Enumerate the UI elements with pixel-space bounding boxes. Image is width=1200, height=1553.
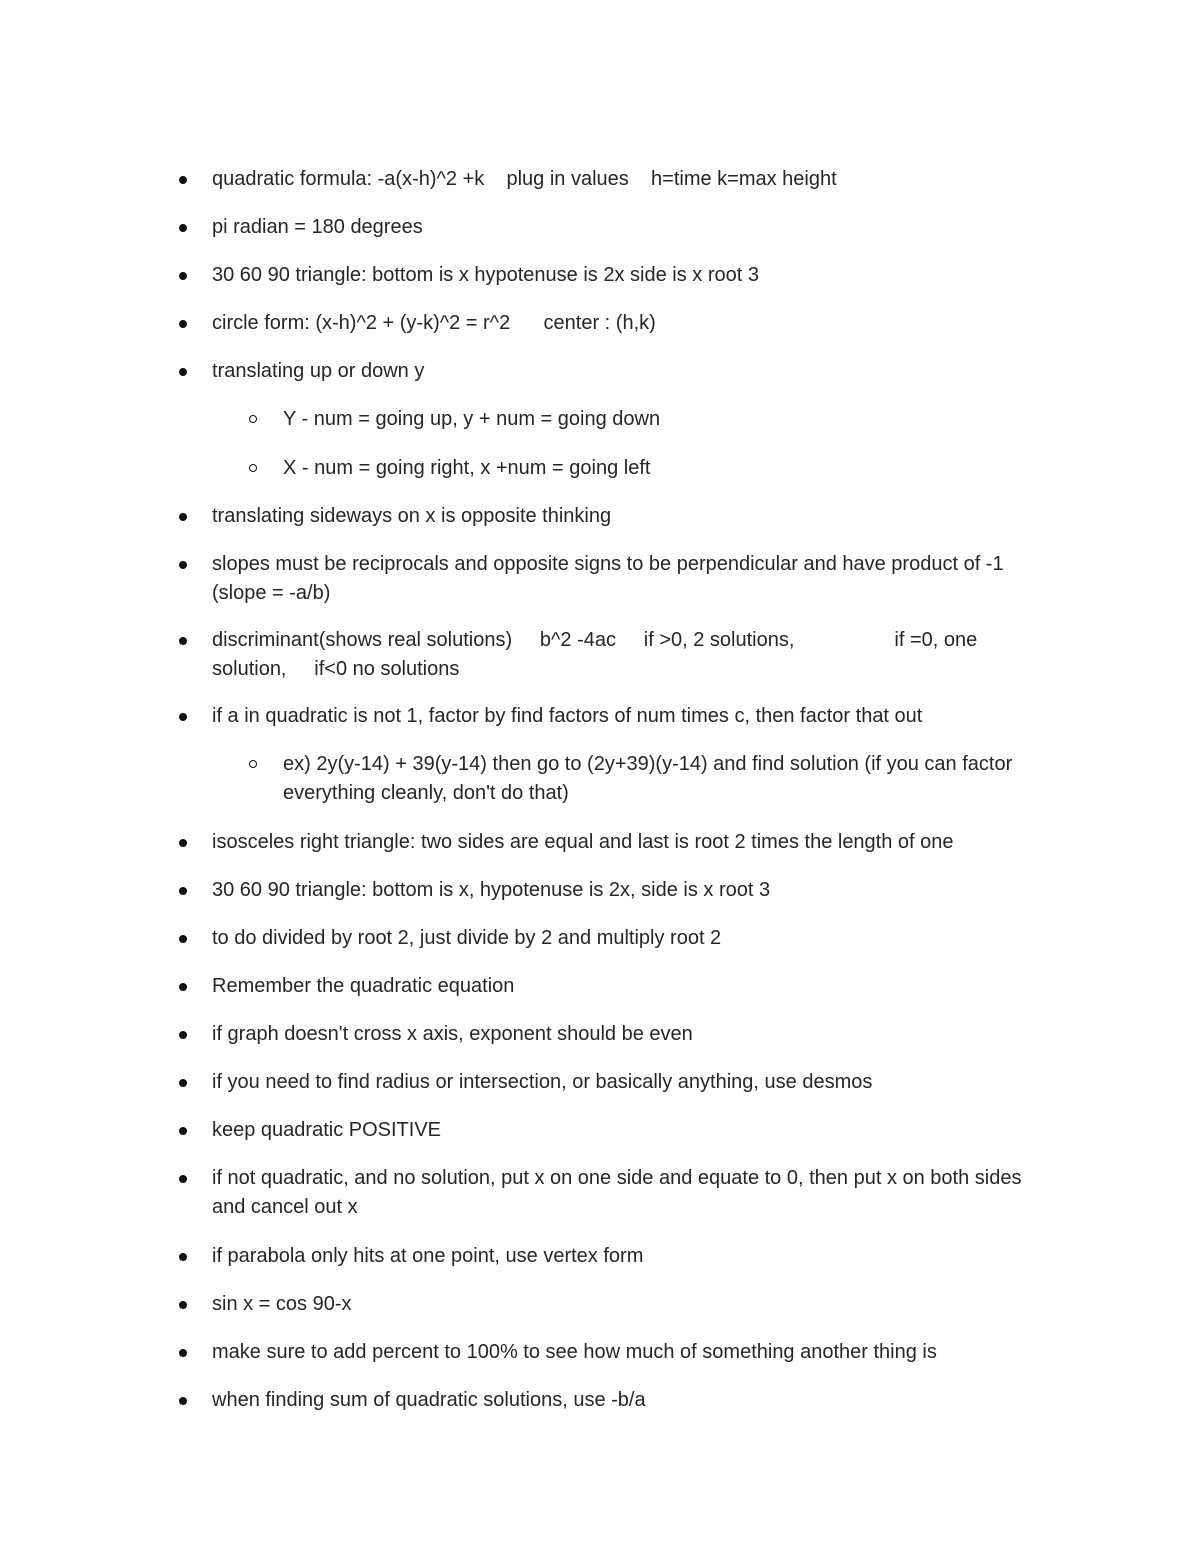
list-item (212, 924, 1044, 953)
bullet-icon (179, 1301, 187, 1309)
bullet-icon (179, 272, 187, 280)
list-item (212, 828, 1044, 857)
list-item-text: if graph doesn't cross x axis, exponent should be even (212, 1023, 693, 1045)
list-item-text: X - num = going right, x +num = going left (283, 457, 651, 479)
list-item (212, 1020, 1044, 1049)
bullet-icon (179, 1253, 187, 1261)
list-item (212, 1338, 1044, 1367)
bullet-icon (179, 561, 187, 569)
list-item (212, 876, 1044, 905)
list-item-text: to do divided by root 2, just divide by 2 and multiply root 2 (212, 927, 722, 949)
bullet-icon (179, 983, 187, 991)
list-item-text: ex) 2y(y-14) + 39(y-14) then go to (2y+39)(y-14) and find solution (if you can factor everything cleanly, don't do that) (283, 753, 1018, 804)
list-item-text: translating up or down y (212, 360, 425, 382)
list-item (212, 550, 1044, 608)
bullet-icon (179, 1349, 187, 1357)
list-item-text: if you need to find radius or intersection, or basically anything, use desmos (212, 1071, 873, 1093)
list-item (212, 261, 1044, 290)
list-item (212, 1290, 1044, 1319)
list-item-text: translating sideways on x is opposite thinking (212, 505, 612, 527)
list-item (212, 1116, 1044, 1145)
list-item (212, 1068, 1044, 1097)
list-item-text: when finding sum of quadratic solutions, use -b/a (212, 1389, 646, 1411)
bullet-icon (179, 224, 187, 232)
hollow-bullet-icon (249, 464, 257, 472)
list-item-text: if parabola only hits at one point, use vertex form (212, 1245, 644, 1267)
bullet-icon (179, 320, 187, 328)
bullet-icon (179, 839, 187, 847)
list-item-text: sin x = cos 90-x (212, 1293, 352, 1315)
list-item (212, 1164, 1044, 1222)
list-item-text: circle form: (x-h)^2 + (y-k)^2 = r^2 center : (h,k) (212, 312, 656, 334)
list-item-text: 30 60 90 triangle: bottom is x, hypotenuse is 2x, side is x root 3 (212, 879, 771, 901)
list-item (212, 309, 1044, 338)
bullet-icon (179, 637, 187, 645)
bullet-icon (179, 1079, 187, 1087)
hollow-bullet-icon (249, 415, 257, 423)
list-item-text: slopes must be reciprocals and opposite signs to be perpendicular and have product of -1 (slope = -a/b) (212, 553, 1010, 604)
list-item (212, 626, 1044, 684)
hollow-bullet-icon (249, 760, 257, 768)
list-item-text: Y - num = going up, y + num = going down (283, 408, 661, 430)
list-item-text: isosceles right triangle: two sides are equal and last is root 2 times the length of one (212, 831, 954, 853)
sub-list-item (283, 750, 1043, 808)
bullet-icon (179, 713, 187, 721)
list-item-text: keep quadratic POSITIVE (212, 1119, 442, 1141)
list-item (212, 972, 1044, 1001)
list-item-text: 30 60 90 triangle: bottom is x hypotenuse is 2x side is x root 3 (212, 264, 759, 286)
list-item-text: quadratic formula: -a(x-h)^2 +k plug in values h=time k=max height (212, 168, 837, 190)
bullet-icon (179, 1031, 187, 1039)
bullet-icon (179, 176, 187, 184)
list-item (212, 702, 1044, 731)
list-item (212, 1386, 1044, 1415)
bullet-icon (179, 513, 187, 521)
list-item-text: if not quadratic, and no solution, put x on one side and equate to 0, then put x on both sides and cancel out x (212, 1167, 1028, 1218)
bullet-icon (179, 935, 187, 943)
bullet-icon (179, 368, 187, 376)
list-item-text: make sure to add percent to 100% to see how much of something another thing is (212, 1341, 937, 1363)
bullet-icon (179, 887, 187, 895)
list-item (212, 213, 1044, 242)
list-item (212, 502, 1044, 531)
list-item-text: if a in quadratic is not 1, factor by find factors of num times c, then factor that out (212, 705, 923, 727)
bullet-icon (179, 1175, 187, 1183)
sub-list-item (283, 405, 1043, 434)
sub-list-item (283, 454, 1043, 483)
list-item (212, 165, 1044, 194)
list-item-text: Remember the quadratic equation (212, 975, 515, 997)
list-item (212, 357, 1044, 386)
list-item-text: discriminant(shows real solutions) b^2 -4ac if >0, 2 solutions, if =0, one solution, if<0 no solutions (212, 629, 983, 680)
bullet-icon (179, 1127, 187, 1135)
list-item-text: pi radian = 180 degrees (212, 216, 423, 238)
list-item (212, 1242, 1044, 1271)
bullet-icon (179, 1397, 187, 1405)
